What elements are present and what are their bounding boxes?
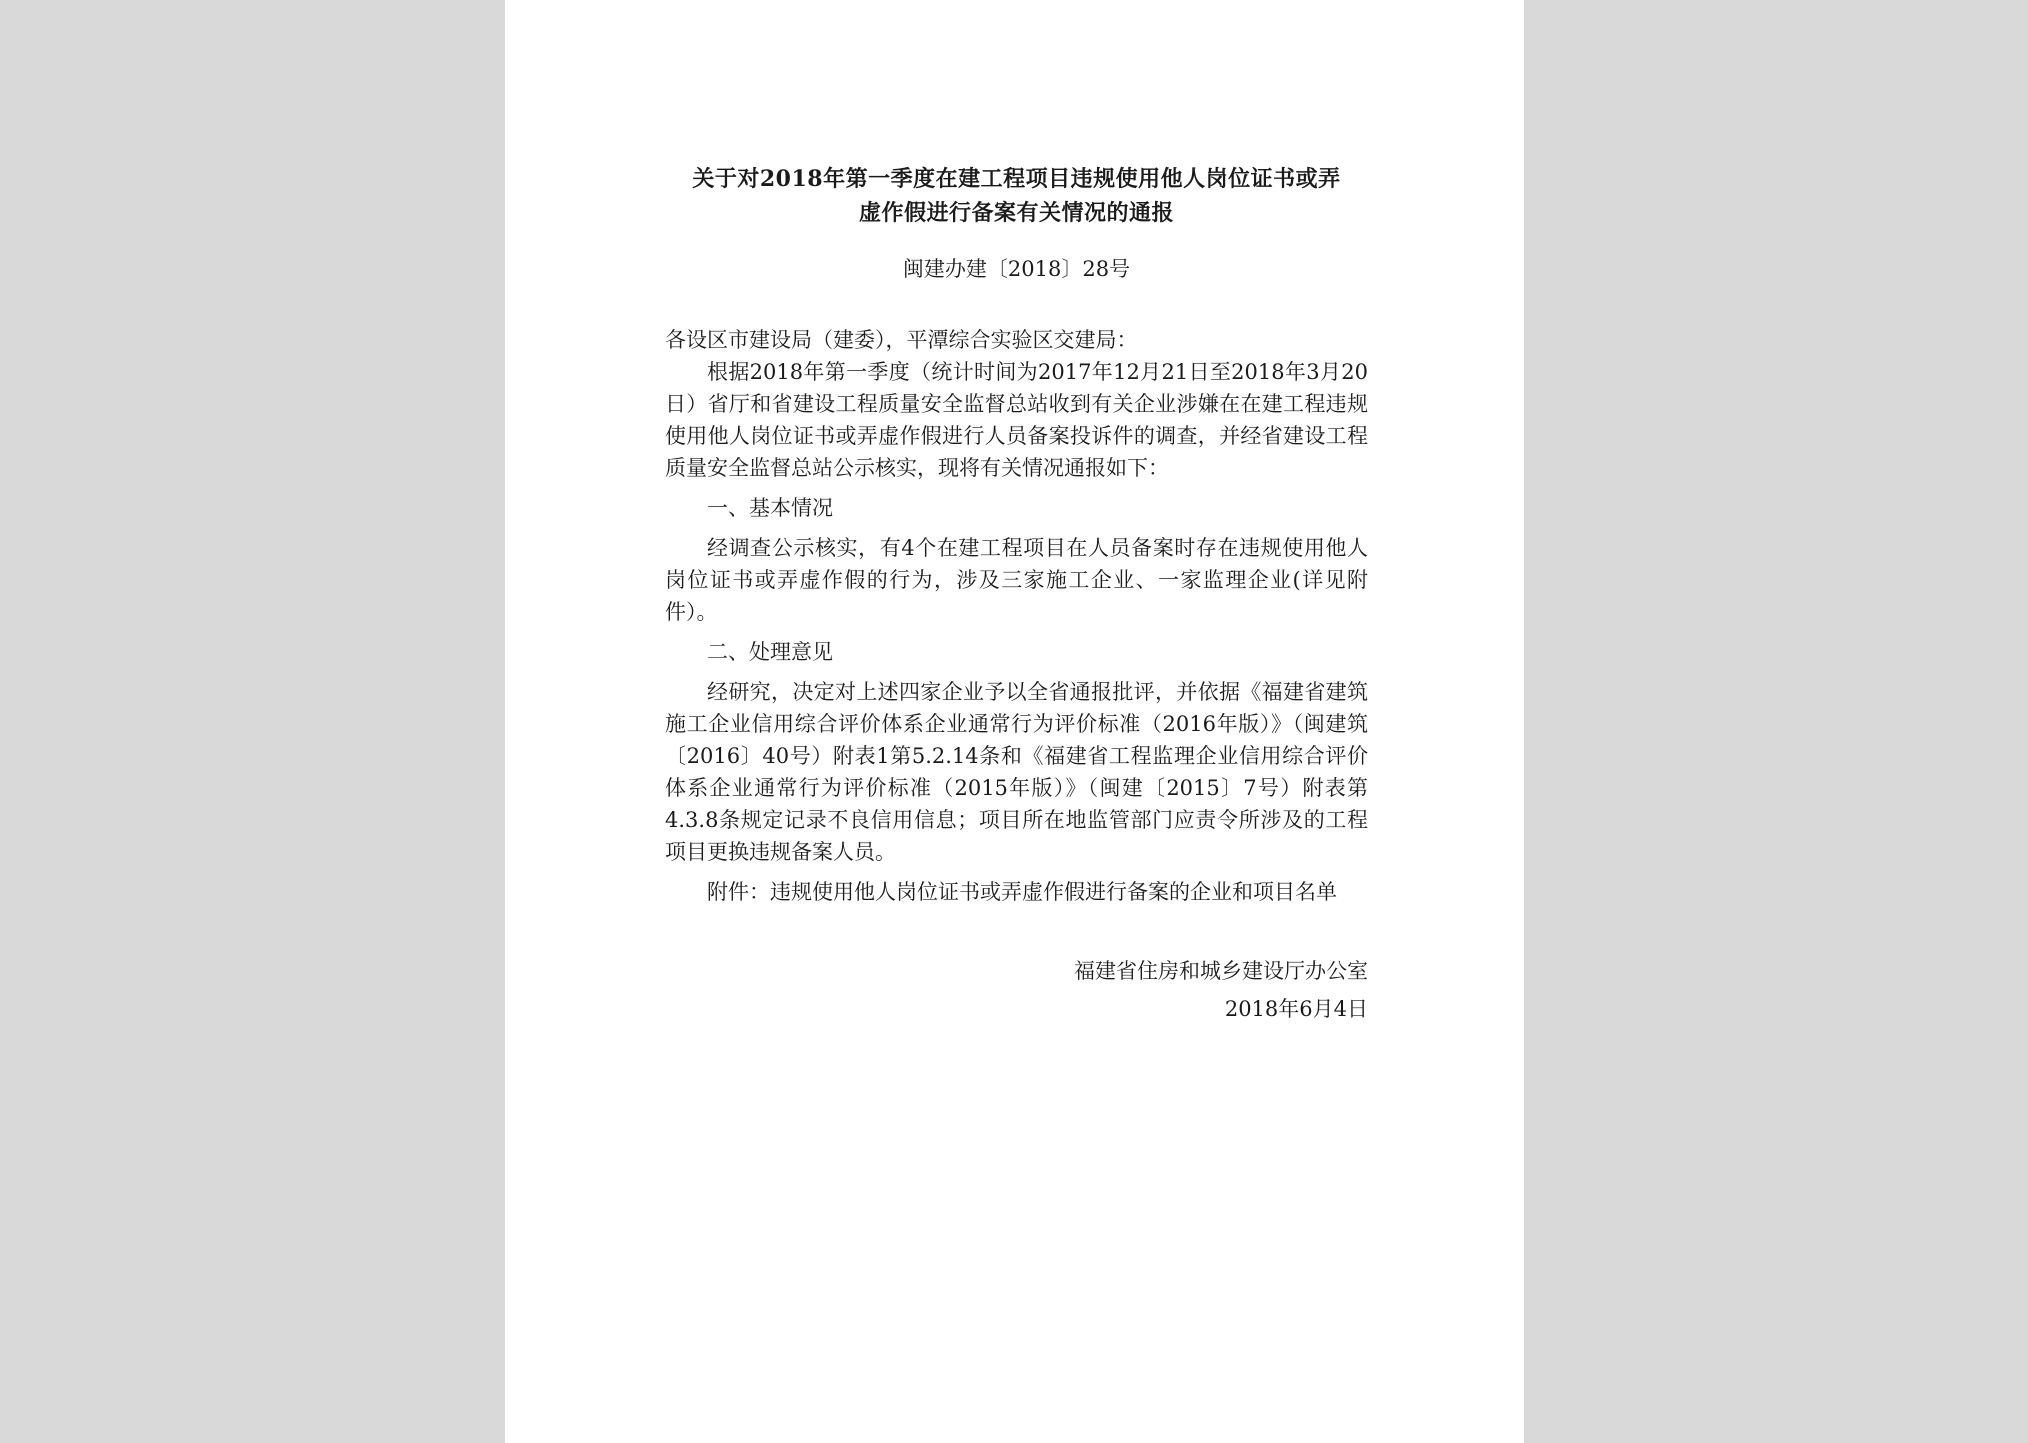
section-2-body: 经研究，决定对上述四家企业予以全省通报批评，并依据《福建省建筑施工企业信用综合评价体系企业通常行为评价标准（2016年版）》（闽建筑〔2016〕40号）附表1第5.2.14条和《福建省工程监理企业信用综合评价体系企业通常行为评价标准（2015年版）》（闽建〔2015〕7号）附表第4.3.8条规定记录不良信用信息；项目所在地监管部门应责令所涉及的工程项目更换违规备案人员。: [665, 680, 1368, 864]
section-2-heading: 二、处理意见: [707, 640, 833, 664]
issuer: 福建省住房和城乡建设厅办公室: [1074, 959, 1368, 983]
issue-date: 2018年6月4日: [1224, 997, 1368, 1021]
intro-paragraph: 根据2018年第一季度（统计时间为2017年12月21日至2018年3月20日）省厅和省建设工程质量安全监督总站收到有关企业涉嫌在在建工程违规使用他人岗位证书或弄虚作假进行人员备案投诉件的调查，并经省建设工程质量安全监督总站公示核实，现将有关情况通报如下：: [665, 360, 1368, 480]
salutation: 各设区市建设局（建委），平潭综合实验区交建局：: [665, 328, 1138, 352]
signature-block: [665, 952, 1368, 1028]
section-1-body: 经调查公示核实，有4个在建工程项目在人员备案时存在违规使用他人岗位证书或弄虚作假的行为，涉及三家施工企业、一家监理企业(详见附件）。: [665, 536, 1368, 624]
document-title: [665, 162, 1368, 230]
title-line-1: 关于对2018年第一季度在建工程项目违规使用他人岗位证书或弄: [692, 166, 1341, 192]
section-1-heading: 一、基本情况: [707, 496, 833, 520]
attachment-note: 附件：违规使用他人岗位证书或弄虚作假进行备案的企业和项目名单: [707, 880, 1337, 904]
document-number: 闽建办建〔2018〕28号: [902, 257, 1131, 281]
document-page: [505, 0, 1524, 1443]
document-content: [665, 150, 1368, 1028]
title-line-2: 虚作假进行备案有关情况的通报: [858, 200, 1174, 226]
